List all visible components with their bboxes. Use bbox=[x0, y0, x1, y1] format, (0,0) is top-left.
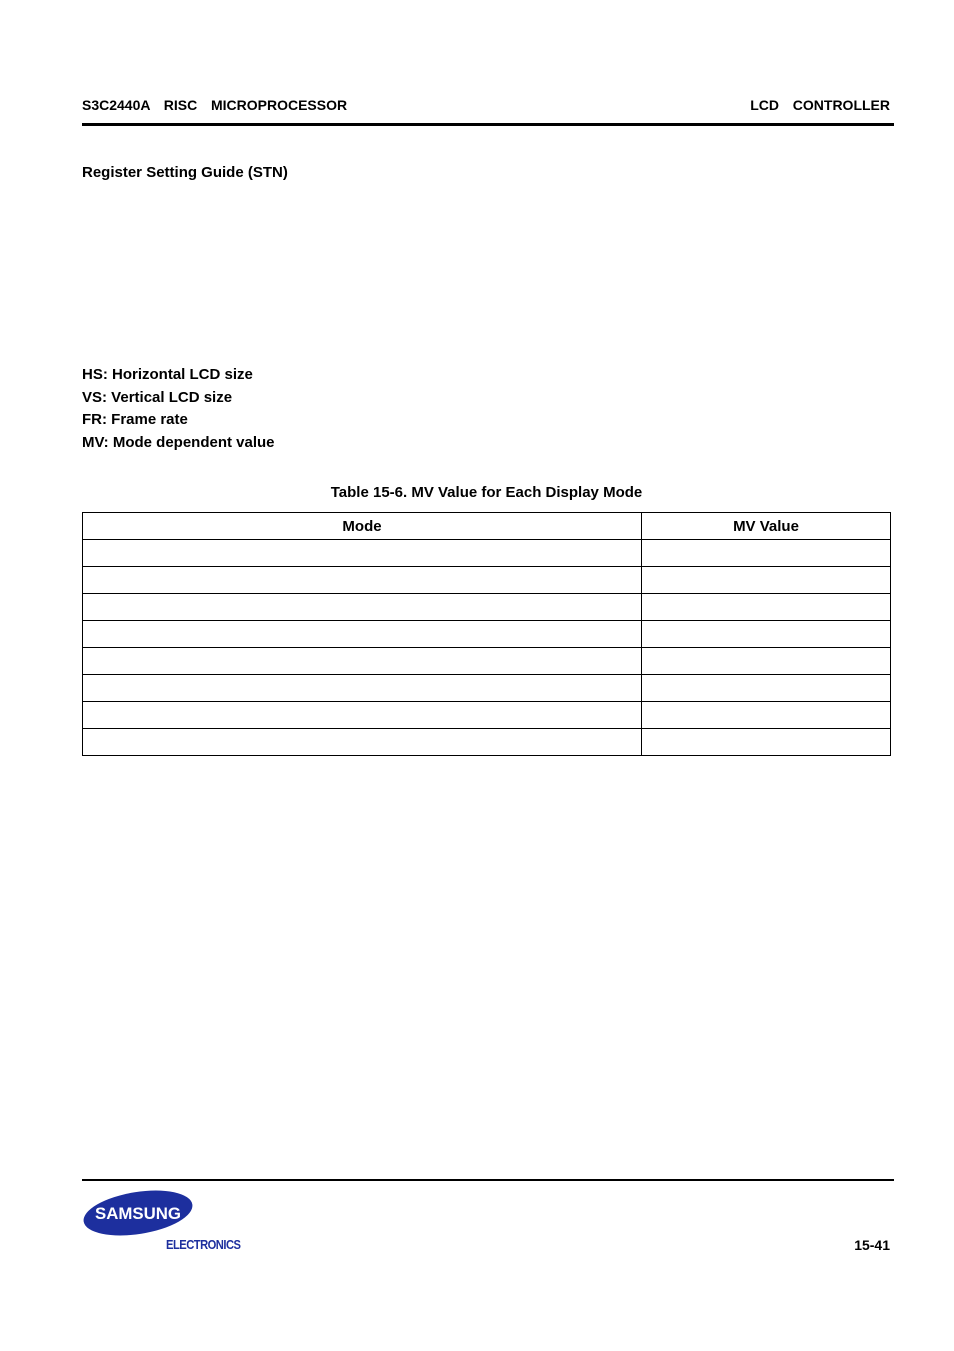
column-header-mv-value: MV Value bbox=[642, 513, 891, 540]
header-divider bbox=[82, 123, 894, 126]
mv-value-cell bbox=[642, 702, 891, 729]
samsung-logo bbox=[82, 1189, 194, 1237]
mode-cell bbox=[83, 675, 642, 702]
mode-cell bbox=[83, 540, 642, 567]
mv-value-table bbox=[82, 512, 891, 756]
table-row bbox=[83, 648, 891, 675]
mv-value-cell bbox=[642, 675, 891, 702]
table-row bbox=[83, 702, 891, 729]
definition-mv: MV: Mode dependent value bbox=[82, 434, 275, 452]
header-section: LCD CONTROLLER bbox=[750, 97, 890, 113]
mv-value-cell bbox=[642, 567, 891, 594]
table-row bbox=[83, 567, 891, 594]
column-header-mode: Mode bbox=[83, 513, 642, 540]
table-caption: Table 15-6. MV Value for Each Display Mode bbox=[330, 484, 643, 501]
table-row bbox=[83, 621, 891, 648]
mv-value-cell bbox=[642, 594, 891, 621]
table-header-row bbox=[83, 513, 891, 540]
samsung-logo-text: SAMSUNG bbox=[95, 1204, 181, 1223]
mode-cell bbox=[83, 729, 642, 756]
table-row bbox=[83, 540, 891, 567]
mode-cell bbox=[83, 594, 642, 621]
mv-value-cell bbox=[642, 621, 891, 648]
table-row bbox=[83, 594, 891, 621]
mode-cell bbox=[83, 702, 642, 729]
header-title: S3C2440A RISC MICROPROCESSOR bbox=[82, 97, 348, 113]
table-row bbox=[83, 729, 891, 756]
mv-value-cell bbox=[642, 648, 891, 675]
definition-hs: HS: Horizontal LCD size bbox=[82, 366, 253, 383]
mv-value-cell bbox=[642, 729, 891, 756]
definition-fr: FR: Frame rate bbox=[82, 411, 188, 429]
table-row bbox=[83, 675, 891, 702]
electronics-wordmark: ELECTRONICS bbox=[166, 1237, 241, 1252]
mode-cell bbox=[83, 621, 642, 648]
mode-cell bbox=[83, 567, 642, 594]
footer-divider bbox=[82, 1179, 894, 1181]
page-number: 15-41 bbox=[854, 1237, 890, 1253]
definitions-list bbox=[82, 365, 275, 456]
section-title: Register Setting Guide (STN) bbox=[82, 164, 288, 181]
definition-vs: VS: Vertical LCD size bbox=[82, 388, 233, 406]
mode-cell bbox=[83, 648, 642, 675]
mv-value-cell bbox=[642, 540, 891, 567]
